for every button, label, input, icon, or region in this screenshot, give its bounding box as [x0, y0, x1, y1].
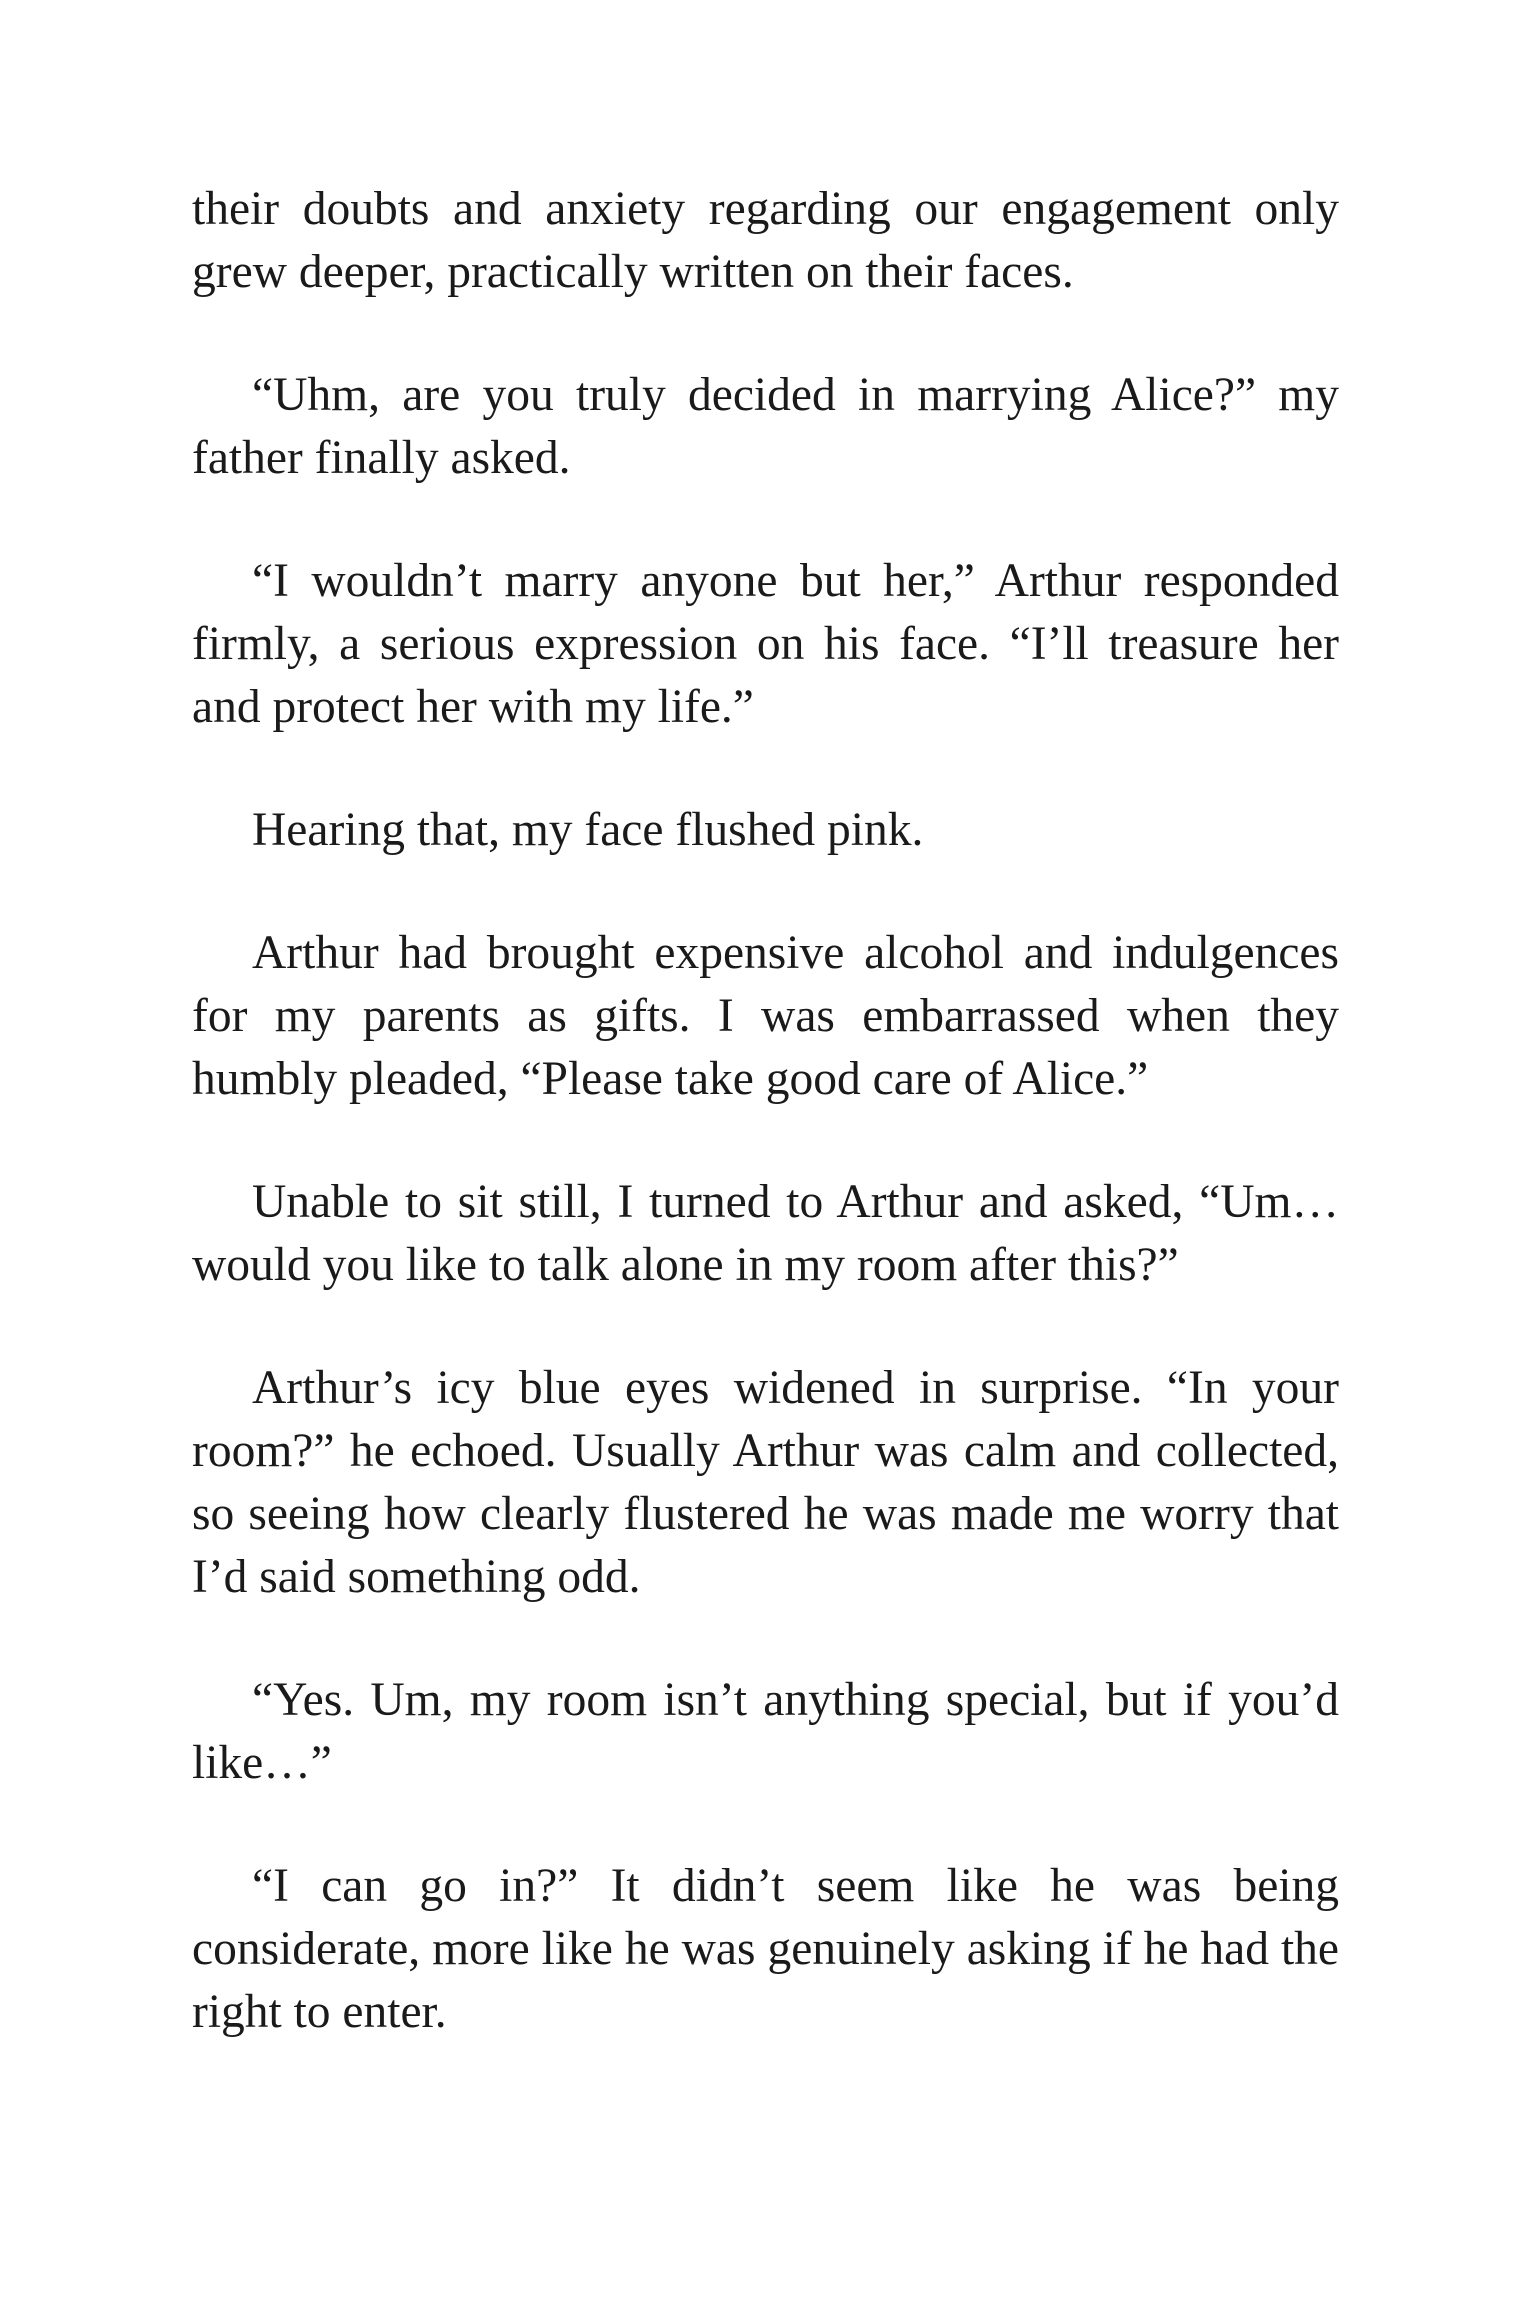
- paragraph-5: Arthur had brought expensive alcohol and indulgences for my parents as gifts. I was embarrassed when they humbly pleaded, “Please take good care of Alice.”: [192, 927, 1339, 1105]
- paragraph-7: Arthur’s icy blue eyes widened in surprise. “In your room?” he echoed. Usually Arthur was calm and collected, so seeing how clearly flustered he was made me worry that I’d said something odd.: [192, 1362, 1339, 1603]
- paragraph-3: “I wouldn’t marry anyone but her,” Arthur responded firmly, a serious expression on his face. “I’ll treasure her and protect her with my life.”: [192, 555, 1339, 733]
- paragraph-2: “Uhm, are you truly decided in marrying Alice?” my father finally asked.: [192, 369, 1339, 484]
- paragraph-6: Unable to sit still, I turned to Arthur and asked, “Um… would you like to talk alone in my room after this?”: [192, 1176, 1339, 1291]
- paragraph-4: Hearing that, my face flushed pink.: [252, 804, 924, 856]
- book-page-body: [192, 178, 1339, 2104]
- paragraph-1: their doubts and anxiety regarding our engagement only grew deeper, practically written on their faces.: [192, 183, 1339, 298]
- paragraph-8: “Yes. Um, my room isn’t anything special, but if you’d like…”: [192, 1674, 1339, 1789]
- paragraph-9: “I can go in?” It didn’t seem like he was being considerate, more like he was genuinely asking if he had the right to enter.: [192, 1860, 1339, 2038]
